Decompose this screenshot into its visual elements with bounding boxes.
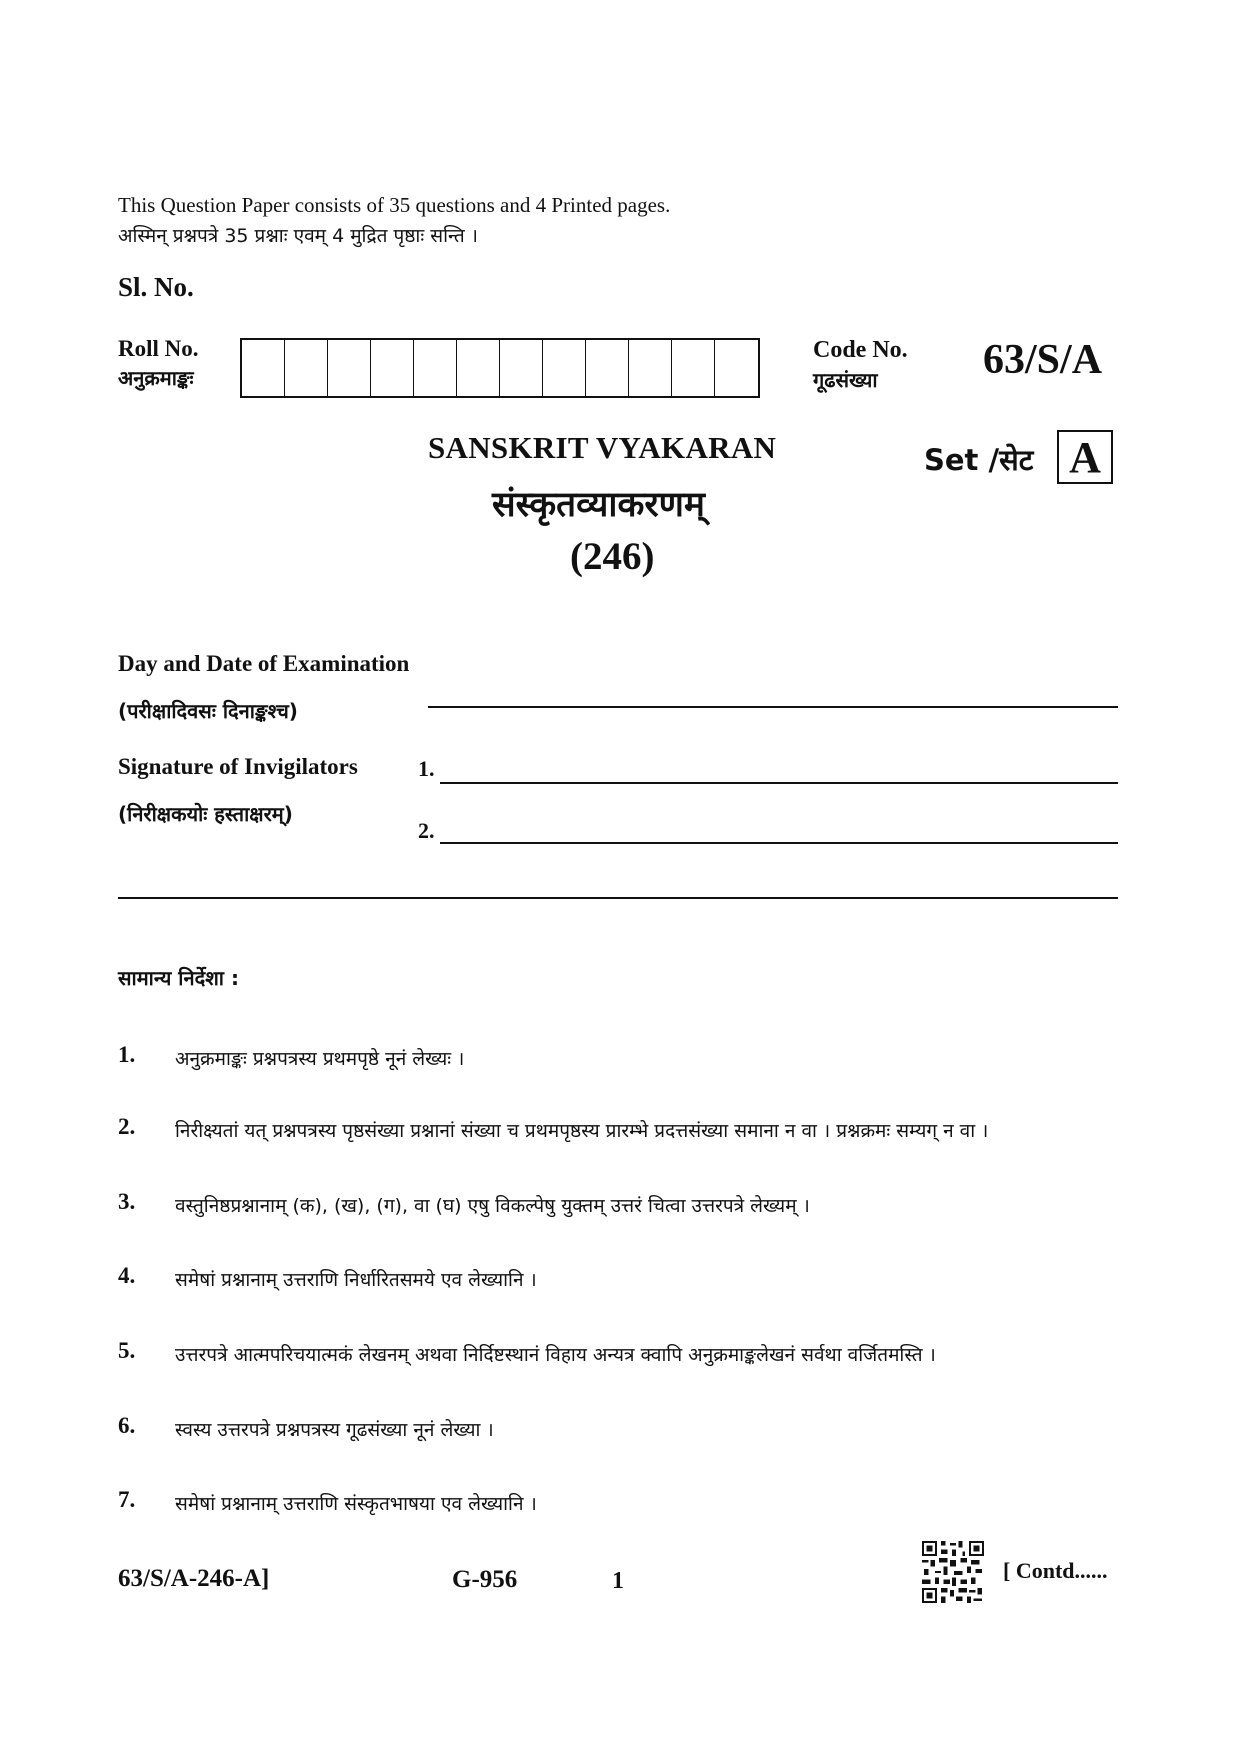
instruction-number: 4.: [118, 1263, 136, 1288]
roll-number-box[interactable]: [586, 340, 629, 396]
page-number: 1: [612, 1568, 624, 1594]
subject-title: SANSKRIT VYAKARAN: [428, 430, 777, 465]
instruction-number: 7.: [118, 1487, 136, 1512]
roll-number-box[interactable]: [629, 340, 672, 396]
instruction-text: अनुक्रमाङ्कः प्रश्नपत्रस्य प्रथमपृष्ठे नूनं लेख्यः ।: [175, 1048, 465, 1070]
roll-number-box[interactable]: [371, 340, 414, 396]
signature-number-1: 1.: [418, 756, 435, 781]
roll-number-label: Roll No.: [118, 336, 199, 361]
signature-line-1: [440, 782, 1118, 784]
footer-g-code: G-956: [452, 1566, 518, 1593]
set-label: Set /सेट: [924, 443, 1034, 477]
instruction-number: 6.: [118, 1413, 136, 1438]
set-value-box: A: [1057, 430, 1113, 484]
instruction-number: 2.: [118, 1114, 136, 1139]
code-number-label: Code No.: [813, 337, 908, 363]
subject-title-hindi: संस्कृतव्याकरणम्: [492, 485, 705, 525]
instruction-text: वस्तुनिष्ठप्रश्नानाम् (क), (ख), (ग), वा (घ) एषु विकल्पेषु युक्तम् उत्तरं चित्वा उत्तरपत्रे लेख्यम् ।: [175, 1195, 810, 1217]
code-number-value: 63/S/A: [983, 337, 1103, 383]
serial-number-label: Sl. No.: [118, 272, 194, 302]
instruction-text: समेषां प्रश्नानाम् उत्तराणि संस्कृतभाषया एव लेख्यानि ।: [175, 1493, 537, 1515]
instruction-number: 3.: [118, 1189, 136, 1214]
exam-date-line: [428, 706, 1118, 708]
signature-line-2: [440, 842, 1118, 844]
roll-number-box[interactable]: [328, 340, 371, 396]
roll-number-box[interactable]: [543, 340, 586, 396]
instruction-text: समेषां प्रश्नानाम् उत्तराणि निर्धारितसमये एव लेख्यानि ।: [175, 1269, 537, 1291]
roll-number-box[interactable]: [285, 340, 328, 396]
instructions-title: सामान्य निर्देशा :: [118, 966, 239, 990]
roll-number-label-hindi: अनुक्रमाङ्कः: [118, 366, 194, 390]
roll-number-box[interactable]: [500, 340, 543, 396]
qr-code-icon: [922, 1541, 984, 1603]
instruction-text: उत्तरपत्रे आत्मपरिचयात्मकं लेखनम् अथवा निर्दिष्टस्थानं विहाय अन्यत्र क्वापि अनुक्रमाङ्कलेखनं सर्वथा वर्जितमस्ति ।: [175, 1344, 936, 1366]
signature-number-2: 2.: [418, 818, 435, 843]
code-number-label-hindi: गूढसंख्या: [813, 368, 878, 392]
roll-number-box[interactable]: [715, 340, 758, 396]
roll-number-box[interactable]: [457, 340, 500, 396]
roll-number-box[interactable]: [242, 340, 285, 396]
pages-info-hindi: अस्मिन् प्रश्नपत्रे 35 प्रश्नाः एवम् 4 मुद्रित पृष्ठाः सन्ति ।: [118, 225, 478, 247]
roll-number-box[interactable]: [414, 340, 457, 396]
exam-date-label-hindi: (परीक्षादिवसः दिनाङ्कश्च): [118, 699, 298, 723]
footer-paper-code: 63/S/A-246-A]: [118, 1565, 270, 1592]
instruction-number: 1.: [118, 1042, 136, 1067]
instruction-number: 5.: [118, 1338, 136, 1363]
invigilator-signature-label-hindi: (निरीक्षकयोः हस्ताक्षरम्): [118, 802, 293, 826]
roll-number-boxes: [240, 338, 760, 398]
exam-date-label: Day and Date of Examination: [118, 651, 410, 676]
invigilator-signature-label: Signature of Invigilators: [118, 754, 358, 779]
roll-number-box[interactable]: [672, 340, 715, 396]
instruction-text: स्वस्य उत्तरपत्रे प्रश्नपत्रस्य गूढसंख्या नूनं लेख्या ।: [175, 1419, 494, 1441]
continued-label: [ Contd......: [1003, 1558, 1108, 1583]
section-divider: [118, 897, 1118, 899]
pages-info-english: This Question Paper consists of 35 questions and 4 Printed pages.: [118, 193, 671, 217]
instruction-text: निरीक्ष्यतां यत् प्रश्नपत्रस्य पृष्ठसंख्या प्रश्नानां संख्या च प्रथमपृष्ठस्य प्रारम्भे प्रदत्तसंख्या समाना न वा । प्रश्नक्रमः सम्यग् न वा ।: [175, 1120, 989, 1142]
subject-code: (246): [570, 535, 655, 578]
